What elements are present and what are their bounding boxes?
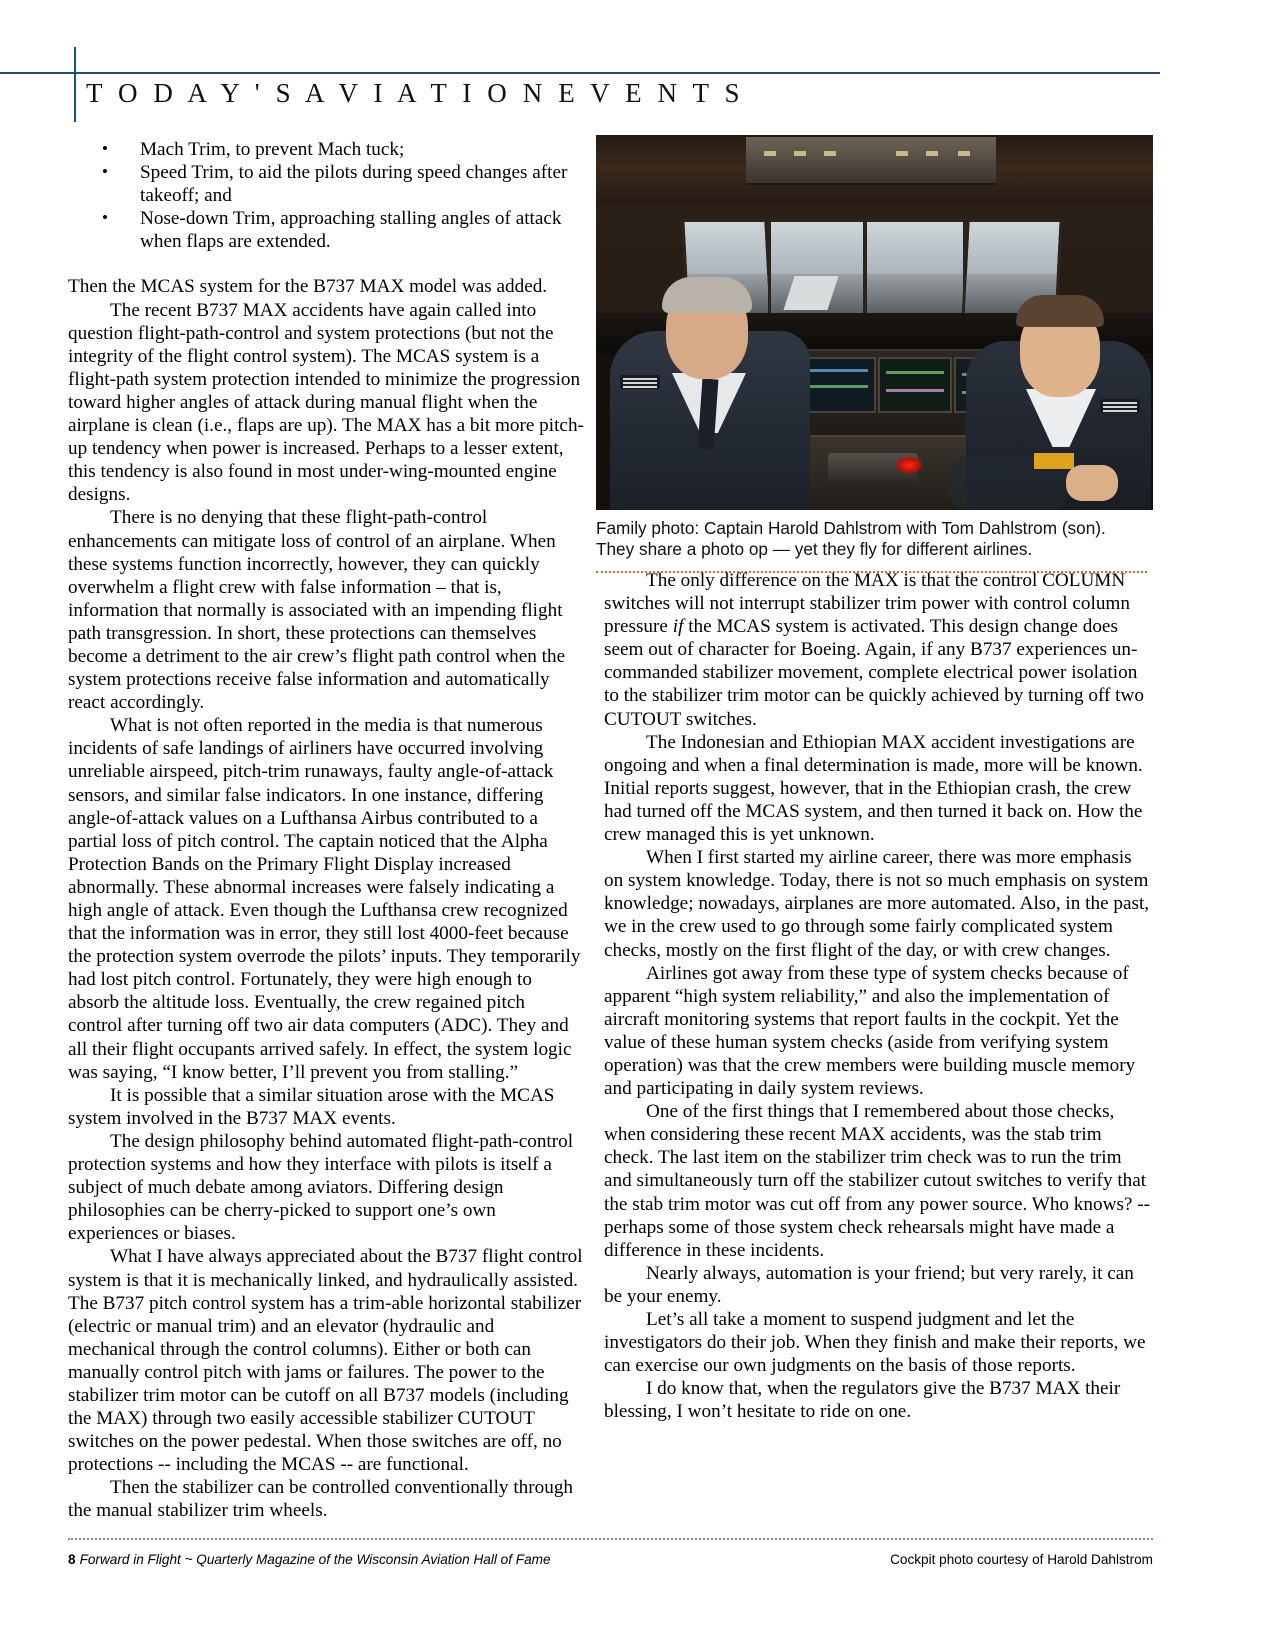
body-paragraph: Nearly always, automation is your friend; but very rarely, it can be your enemy. (604, 1262, 1134, 1307)
footer-photo-credit: Cockpit photo courtesy of Harold Dahlstrom (890, 1552, 1153, 1567)
cockpit-window (768, 219, 866, 323)
photo-caption: Family photo: Captain Harold Dahlstrom with Tom Dahlstrom (son). They share a photo op — yet they fly for different airlines. (596, 518, 1106, 559)
footer-page-number: 8 (68, 1552, 76, 1567)
body-paragraph: What is not often reported in the media is that numerous incidents of safe landings of airliners have occurred involving unreliable airspeed, pitch-trim runaways, faulty angle-of-attack sensors, and similar false indicators. In one instance, differing angle-of-attack values on a Lufthansa Airbus contributed to a partial loss of pitch control. The captain noticed that the Alpha Protection Bands on the Primary Flight Display increased abnormally. These abnormal increases were falsely indicating a high angle of attack. Even though the Lufthansa crew recognized that the information was in error, they still lost 4000-feet because the protection system overrode the pilots’ inputs. They temporarily had lost pitch control. Fortunately, they were high enough to absorb the altitude loss. Eventually, the crew regained pitch control after turning off two air data computers (ADC). They and all their flight occupants arrived safely. In effect, the system logic was saying, “I know better, I’ll prevent you from stalling.” (68, 715, 581, 1083)
navigation-display (802, 357, 876, 413)
first-officer-hair (1016, 295, 1104, 327)
captain-epaulet (620, 375, 660, 389)
body-paragraph: I do know that, when the regulators give the B737 MAX their blessing, I won’t hesitate to ride on one. (604, 1378, 1121, 1423)
red-indicator-light (896, 457, 922, 473)
body-paragraph: Airlines got away from these type of system checks because of apparent “high system reliability,” and also the implementation of aircraft monitoring systems that report faults in the cockpit. Yet the value of these human system checks (aside from verifying system operation) was that the crew members were building muscle memory and participating in daily system reviews. (604, 962, 1136, 1100)
body-paragraph: The Indonesian and Ethiopian MAX accident investigations are ongoing and when a final determination is made, more will be known. Initial reports suggest, however, that in the Ethiopian crash, the crew had turned off the MCAS system, and then turned it back on. How the crew managed this is yet unknown. (604, 731, 1143, 846)
trim-systems-bullet-list (68, 138, 584, 253)
cockpit-photo (596, 135, 1153, 510)
list-item: • Mach Trim, to prevent Mach tuck; (68, 138, 584, 161)
page-title: T O D A Y ' S A V I A T I O N E V E N T S (86, 78, 745, 108)
body-paragraph: Then the MCAS system for the B737 MAX model was added. (68, 276, 548, 298)
first-officer-hand (1066, 465, 1118, 501)
engine-display (878, 357, 952, 413)
left-text-column (68, 138, 584, 1523)
body-paragraph: The design philosophy behind automated flight-path-control protection systems and how they interface with pilots is itself a subject of much debate among aviators. Differing design philosophies can be cherry-picked to support one’s own experiences or biases. (68, 1130, 574, 1245)
body-paragraph: When I first started my airline career, there was more emphasis on system knowledge. Today, there is not so much emphasis on system knowledge; nowadays, airplanes are more automated. Also, in the past, we in the crew used to go through some fairly complicated system checks, mostly on the first flight of the day, or with crew changes. (604, 847, 1150, 961)
page-footer (68, 1552, 1153, 1567)
first-officer-epaulet (1100, 399, 1140, 413)
body-paragraph: The recent B737 MAX accidents have again called into question flight-path-control and system protections (but not the integrity of the flight control system). The MCAS system is a flight-path system protection intended to minimize the progression toward higher angles of attack during manual flight when the airplane is clean (i.e., flaps are up). The MAX has a bit more pitch-up tendency when power is increased. Perhaps to a lesser extent, this tendency is also found in most under-wing-mounted engine designs. (68, 299, 584, 506)
masthead-horizontal-rule (0, 72, 1160, 74)
footer-left-text (68, 1552, 551, 1567)
overhead-panel (746, 137, 996, 185)
list-item: • Speed Trim, to aid the pilots during speed changes after takeoff; and (68, 161, 584, 207)
paragraph-pre-text: The only difference on the MAX is that the control COLUMN switches will not interrupt stabilizer trim power with control column pressure (604, 570, 1130, 638)
right-text-column (604, 569, 1150, 1423)
body-paragraph: One of the first things that I remembered about those checks, when considering these recent MAX accidents, was the stab trim check. The last item on the stabilizer trim check was to run the trim and simultaneously turn off the stabilizer cutout switches to verify that the stab trim motor was cut off from any power source. Who knows? -- perhaps some of those system check rehearsals might have made a difference in these incidents. (604, 1101, 1151, 1261)
body-paragraph: What I have always appreciated about the B737 flight control system is that it is mechanically linked, and hydraulically assisted. The B737 pitch control system has a trim-able horizontal stabilizer (electric or manual trim) and an elevator (hydraulic and mechanical through the control columns). Either or both can manually control pitch with jams or failures. The power to the stabilizer trim motor can be cutoff on all B737 models (including the MAX) through two easily accessible stabilizer CUTOUT switches on the power pedestal. When those switches are off, no protections -- including the MCAS -- are functional. (68, 1246, 583, 1476)
masthead (0, 0, 1275, 120)
photo-block (596, 135, 1153, 573)
body-paragraph: Let’s all take a moment to suspend judgment and let the investigators do their job. When they finish and make their reports, we can exercise our own judgments on the basis of those reports. (604, 1309, 1146, 1377)
paragraph-italic-word: if (672, 616, 684, 638)
captain-hair (662, 277, 752, 313)
first-officer-cuff (1034, 453, 1074, 469)
body-paragraph: It is possible that a similar situation arose with the MCAS system involved in the B737 MAX events. (68, 1084, 555, 1129)
body-paragraph: Then the stabilizer can be controlled conventionally through the manual stabilizer trim wheels. (68, 1477, 574, 1522)
list-item: • Nose-down Trim, approaching stalling angles of attack when flaps are extended. (68, 207, 584, 253)
masthead-vertical-rule (74, 47, 76, 122)
footer-divider (68, 1538, 1153, 1540)
body-paragraph: There is no denying that these flight-path-control enhancements can mitigate loss of control of an airplane. When these systems function incorrectly, however, they can quickly overwhelm a flight crew with false information – that is, information that normally is associated with an impending flight path transgression. In short, these protections can themselves become a detriment to the air crew’s flight path control when the system protections receive false information and automatically react accordingly. (68, 507, 566, 714)
footer-magazine-name: Forward in Flight ~ Quarterly Magazine of the Wisconsin Aviation Hall of Fame (79, 1552, 551, 1567)
body-paragraph (604, 569, 1150, 731)
cockpit-window (864, 219, 966, 323)
paragraph-post-text: the MCAS system is activated. This design change does seem out of character for Boeing. Again, if any B737 experiences un-commanded stabilizer movement, complete electrical power isolation to the stabilizer trim motor can be quickly achieved by turning off two CUTOUT switches. (604, 616, 1144, 730)
